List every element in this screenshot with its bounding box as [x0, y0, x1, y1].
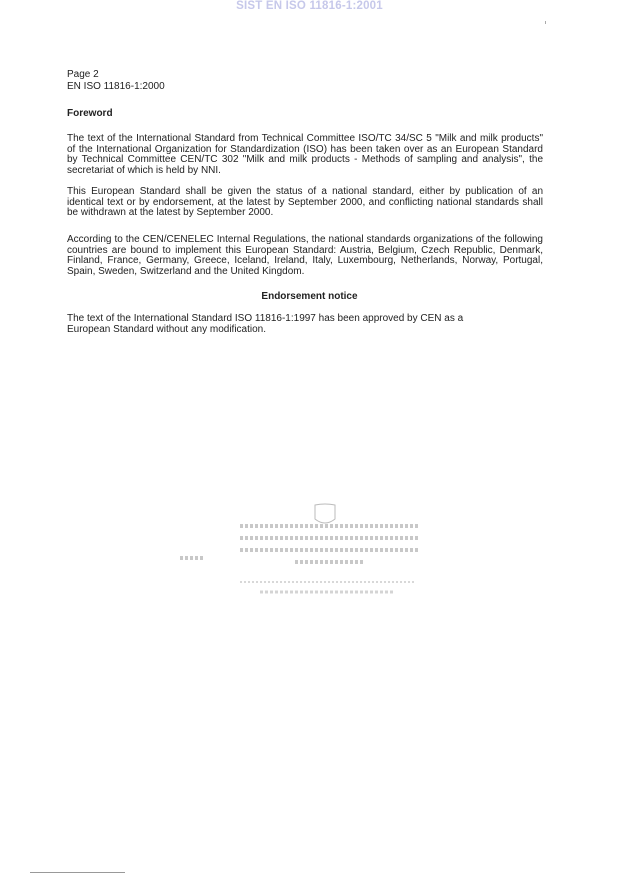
foreword-paragraph-3: According to the CEN/CENELEC Internal Regulations, the national standards organizations of the following countries are bound to implement this European Standard: Austria, Belgium, Czech Republic, Denmark, Finland, France, Germany, Greece, Iceland, Ireland, Italy, Luxembourg, Netherlands, Norway, Portugal, Spain, Sweden, Switzerland and the United Kingdom.	[67, 234, 543, 277]
watermark: SIST EN ISO 11816-1:2001	[236, 0, 383, 12]
page-number: Page 2	[67, 69, 99, 80]
endorsement-text: The text of the International Standard ISO 11816-1:1997 has been approved by CEN as a European Standard without any modification.	[67, 313, 464, 335]
stamp-seal	[175, 500, 435, 600]
document-id: EN ISO 11816-1:2000	[67, 81, 165, 92]
foreword-paragraph-1: The text of the International Standard from Technical Committee ISO/TC 34/SC 5 "Milk and milk products" of the International Organization for Standardization (ISO) has been taken over as an European Standard by Technical Committee CEN/TC 302 "Milk and milk products - Methods of sampling and analysis", the secretariat of which is held by NNI.	[67, 133, 543, 176]
scan-speck	[545, 21, 546, 24]
scan-edge-line	[30, 872, 125, 873]
endorsement-heading: Endorsement notice	[261, 291, 358, 302]
foreword-heading: Foreword	[67, 108, 113, 119]
foreword-paragraph-2: This European Standard shall be given the status of a national standard, either by publication of an identical text or by endorsement, at the latest by September 2000, and conflicting national standards shall be withdrawn at the latest by September 2000.	[67, 186, 543, 219]
page-header	[67, 69, 165, 93]
